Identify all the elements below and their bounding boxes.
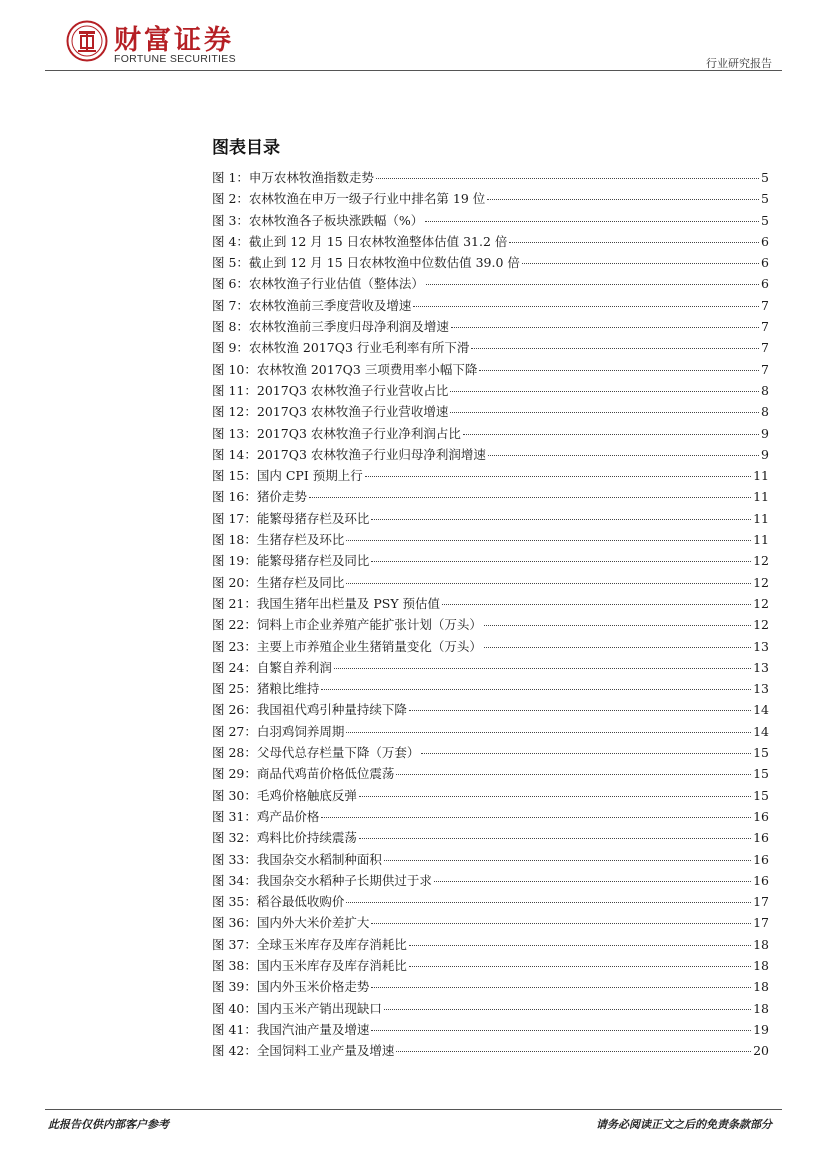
toc-entry-label: 图 11：2017Q3 农林牧渔子行业营收占比 bbox=[212, 382, 449, 398]
toc-entry[interactable] bbox=[212, 168, 769, 189]
toc-entry-label: 图 28：父母代总存栏量下降（万套） bbox=[212, 745, 420, 761]
toc-entry[interactable] bbox=[212, 317, 769, 338]
toc-entry-page: 9 bbox=[761, 425, 769, 441]
toc-entry-page: 11 bbox=[753, 489, 769, 505]
toc-entry[interactable] bbox=[212, 786, 769, 807]
toc-entry-page: 15 bbox=[753, 787, 769, 803]
toc-entry-label: 图 41：我国汽油产量及增速 bbox=[212, 1021, 370, 1037]
toc-entry-page: 11 bbox=[753, 468, 769, 484]
brand-name-en: FORTUNE SECURITIES bbox=[114, 53, 236, 65]
toc-dot-leader bbox=[450, 412, 759, 413]
toc-dot-leader bbox=[346, 583, 751, 584]
toc-entry-label: 图 23：主要上市养殖企业生猪销量变化（万头） bbox=[212, 638, 482, 654]
toc-entry-page: 7 bbox=[761, 319, 769, 335]
toc-entry[interactable] bbox=[212, 722, 769, 743]
toc-entry[interactable] bbox=[212, 615, 769, 636]
toc-entry[interactable] bbox=[212, 274, 769, 295]
toc-entry-label: 图 26：我国祖代鸡引种量持续下降 bbox=[212, 702, 407, 718]
toc-dot-leader bbox=[371, 1030, 751, 1031]
toc-dot-leader bbox=[522, 263, 759, 264]
toc-entry[interactable] bbox=[212, 253, 769, 274]
toc-dot-leader bbox=[488, 455, 759, 456]
toc-dot-leader bbox=[509, 242, 759, 243]
toc-entry-label: 图 5：截止到 12 月 15 日农林牧渔中位数估值 39.0 倍 bbox=[212, 255, 520, 271]
toc-entry-page: 12 bbox=[753, 595, 769, 611]
toc-entry-page: 16 bbox=[753, 851, 769, 867]
toc-entry-page: 18 bbox=[753, 936, 769, 952]
toc-entry[interactable] bbox=[212, 871, 769, 892]
toc-dot-leader bbox=[484, 625, 751, 626]
toc-dot-leader bbox=[384, 860, 751, 861]
toc-entry[interactable] bbox=[212, 466, 769, 487]
toc-entry-label: 图 19：能繁母猪存栏及同比 bbox=[212, 553, 370, 569]
toc-dot-leader bbox=[365, 476, 751, 477]
toc-entry[interactable] bbox=[212, 764, 769, 785]
toc-entry-page: 13 bbox=[753, 638, 769, 654]
toc-dot-leader bbox=[463, 434, 759, 435]
toc-entry[interactable] bbox=[212, 573, 769, 594]
toc-dot-leader bbox=[334, 668, 751, 669]
toc-entry-page: 17 bbox=[753, 894, 769, 910]
toc-dot-leader bbox=[321, 817, 751, 818]
toc-entry-label: 图 39：国内外玉米价格走势 bbox=[212, 979, 370, 995]
toc-dot-leader bbox=[359, 796, 751, 797]
toc-entry-page: 14 bbox=[753, 702, 769, 718]
toc-entry[interactable] bbox=[212, 551, 769, 572]
toc-dot-leader bbox=[371, 519, 751, 520]
toc-entry[interactable] bbox=[212, 700, 769, 721]
toc-entry-label: 图 4：截止到 12 月 15 日农林牧渔整体估值 31.2 倍 bbox=[212, 233, 508, 249]
toc-dot-leader bbox=[384, 1009, 751, 1010]
toc-entry[interactable] bbox=[212, 935, 769, 956]
toc-entry-label: 图 34：我国杂交水稻种子长期供过于求 bbox=[212, 872, 432, 888]
toc-dot-leader bbox=[434, 881, 751, 882]
toc-entry[interactable] bbox=[212, 850, 769, 871]
toc-entry[interactable] bbox=[212, 956, 769, 977]
toc-entry-label: 图 13：2017Q3 农林牧渔子行业净利润占比 bbox=[212, 425, 461, 441]
toc-dot-leader bbox=[371, 987, 751, 988]
toc-entry-page: 15 bbox=[753, 745, 769, 761]
toc-entry[interactable] bbox=[212, 828, 769, 849]
toc-entry-label: 图 32：鸡料比价持续震荡 bbox=[212, 830, 357, 846]
toc-entry-page: 12 bbox=[753, 617, 769, 633]
toc-dot-leader bbox=[346, 540, 751, 541]
footer-disclaimer-left: 此报告仅供内部客户参考 bbox=[48, 1118, 169, 1131]
toc-entry-page: 20 bbox=[753, 1043, 769, 1059]
report-type: 行业研究报告 bbox=[706, 57, 772, 70]
toc-entry[interactable] bbox=[212, 402, 769, 423]
toc-entry[interactable] bbox=[212, 211, 769, 232]
toc-dot-leader bbox=[451, 327, 759, 328]
toc-dot-leader bbox=[409, 966, 751, 967]
toc-entry[interactable] bbox=[212, 360, 769, 381]
footer-disclaimer-right: 请务必阅读正文之后的免责条款部分 bbox=[596, 1118, 772, 1131]
toc-entry-label: 图 1：申万农林牧渔指数走势 bbox=[212, 170, 374, 185]
toc-entry-label: 图 7：农林牧渔前三季度营收及增速 bbox=[212, 297, 412, 313]
toc-entry[interactable] bbox=[212, 807, 769, 828]
toc-entry-label: 图 27：白羽鸡饲养周期 bbox=[212, 723, 345, 739]
toc-entry-label: 图 2：农林牧渔在申万一级子行业中排名第 19 位 bbox=[212, 191, 486, 207]
toc-dot-leader bbox=[346, 732, 751, 733]
toc-entry-page: 6 bbox=[761, 255, 769, 271]
toc-entry[interactable] bbox=[212, 381, 769, 402]
toc-entry-label: 图 35：稻谷最低收购价 bbox=[212, 894, 345, 910]
toc-entry-page: 15 bbox=[753, 766, 769, 782]
toc-dot-leader bbox=[371, 923, 751, 924]
toc-entry[interactable] bbox=[212, 637, 769, 658]
toc-entry-label: 图 25：猪粮比维持 bbox=[212, 681, 320, 697]
toc-entry-page: 12 bbox=[753, 574, 769, 590]
toc-entry-page: 16 bbox=[753, 808, 769, 824]
toc-list bbox=[212, 168, 769, 1062]
toc-entry-page: 6 bbox=[761, 233, 769, 249]
toc-dot-leader bbox=[396, 774, 751, 775]
toc-dot-leader bbox=[479, 370, 759, 371]
toc-entry-label: 图 8：农林牧渔前三季度归母净利润及增速 bbox=[212, 319, 449, 335]
fortune-securities-logo-icon bbox=[66, 20, 108, 62]
toc-entry-label: 图 12：2017Q3 农林牧渔子行业营收增速 bbox=[212, 404, 449, 420]
toc-entry[interactable] bbox=[212, 658, 769, 679]
toc-entry-page: 9 bbox=[761, 446, 769, 462]
toc-entry-label: 图 16：猪价走势 bbox=[212, 489, 307, 505]
toc-entry-label: 图 9：农林牧渔 2017Q3 行业毛利率有所下滑 bbox=[212, 340, 470, 356]
toc-entry-page: 11 bbox=[753, 510, 769, 526]
toc-entry-label: 图 14：2017Q3 农林牧渔子行业归母净利润增速 bbox=[212, 446, 486, 462]
toc-entry-label: 图 33：我国杂交水稻制种面积 bbox=[212, 851, 382, 867]
toc-dot-leader bbox=[409, 710, 751, 711]
toc-dot-leader bbox=[409, 945, 751, 946]
toc-entry-label: 图 15：国内 CPI 预期上行 bbox=[212, 468, 363, 484]
toc-entry-label: 图 21：我国生猪年出栏量及 PSY 预估值 bbox=[212, 595, 441, 611]
toc-entry[interactable] bbox=[212, 338, 769, 359]
toc-entry-page: 17 bbox=[753, 915, 769, 931]
toc-entry[interactable] bbox=[212, 743, 769, 764]
toc-entry-page: 8 bbox=[761, 404, 769, 420]
toc-entry-page: 16 bbox=[753, 872, 769, 888]
toc-entry-page: 11 bbox=[753, 532, 769, 548]
toc-entry[interactable] bbox=[212, 679, 769, 700]
toc-entry-label: 图 17：能繁母猪存栏及环比 bbox=[212, 510, 370, 526]
toc-dot-leader bbox=[442, 604, 751, 605]
toc-entry-label: 图 38：国内玉米库存及库存消耗比 bbox=[212, 957, 407, 973]
toc-entry-label: 图 31：鸡产品价格 bbox=[212, 808, 320, 824]
toc-dot-leader bbox=[321, 689, 751, 690]
toc-dot-leader bbox=[359, 838, 751, 839]
toc-entry-page: 19 bbox=[753, 1021, 769, 1037]
toc-entry[interactable] bbox=[212, 445, 769, 466]
toc-dot-leader bbox=[376, 178, 759, 179]
toc-dot-leader bbox=[471, 348, 759, 349]
toc-entry-label: 图 40：国内玉米产销出现缺口 bbox=[212, 1000, 382, 1016]
toc-entry-label: 图 10：农林牧渔 2017Q3 三项费用率小幅下降 bbox=[212, 361, 478, 377]
toc-dot-leader bbox=[309, 497, 751, 498]
toc-entry[interactable] bbox=[212, 189, 769, 210]
brand-name-cn: 财富证券 bbox=[114, 25, 234, 56]
toc-entry-page: 5 bbox=[761, 170, 769, 185]
toc-entry-label: 图 20：生猪存栏及同比 bbox=[212, 574, 345, 590]
toc-entry-label: 图 18：生猪存栏及环比 bbox=[212, 532, 345, 548]
page-header bbox=[0, 0, 827, 80]
header-divider bbox=[45, 70, 782, 71]
toc-dot-leader bbox=[371, 561, 751, 562]
toc-entry[interactable] bbox=[212, 1041, 769, 1062]
toc-entry-page: 7 bbox=[761, 297, 769, 313]
toc-entry-label: 图 37：全球玉米库存及库存消耗比 bbox=[212, 936, 407, 952]
toc-entry-page: 7 bbox=[761, 340, 769, 356]
toc-entry-page: 13 bbox=[753, 681, 769, 697]
toc-entry[interactable] bbox=[212, 509, 769, 530]
toc-title: 图表目录 bbox=[212, 138, 280, 158]
toc-entry[interactable] bbox=[212, 999, 769, 1020]
toc-entry-page: 7 bbox=[761, 361, 769, 377]
toc-dot-leader bbox=[396, 1051, 751, 1052]
toc-entry[interactable] bbox=[212, 1020, 769, 1041]
toc-entry-label: 图 24：自繁自养利润 bbox=[212, 659, 332, 675]
toc-dot-leader bbox=[484, 647, 751, 648]
toc-entry-page: 18 bbox=[753, 957, 769, 973]
toc-dot-leader bbox=[425, 221, 759, 222]
toc-entry-page: 8 bbox=[761, 382, 769, 398]
toc-dot-leader bbox=[346, 902, 751, 903]
toc-entry-page: 5 bbox=[761, 191, 769, 207]
toc-dot-leader bbox=[487, 199, 759, 200]
toc-entry-page: 16 bbox=[753, 830, 769, 846]
toc-entry-label: 图 30：毛鸡价格触底反弹 bbox=[212, 787, 357, 803]
toc-entry-label: 图 3：农林牧渔各子板块涨跌幅（%） bbox=[212, 212, 424, 228]
toc-entry-page: 18 bbox=[753, 979, 769, 995]
toc-entry[interactable] bbox=[212, 913, 769, 934]
toc-entry-label: 图 36：国内外大米价差扩大 bbox=[212, 915, 370, 931]
toc-entry-label: 图 29：商品代鸡苗价格低位震荡 bbox=[212, 766, 395, 782]
toc-entry[interactable] bbox=[212, 977, 769, 998]
toc-dot-leader bbox=[413, 306, 759, 307]
toc-entry[interactable] bbox=[212, 232, 769, 253]
toc-entry[interactable] bbox=[212, 892, 769, 913]
toc-entry-page: 12 bbox=[753, 553, 769, 569]
toc-entry[interactable] bbox=[212, 594, 769, 615]
toc-dot-leader bbox=[450, 391, 759, 392]
toc-entry-label: 图 42：全国饲料工业产量及增速 bbox=[212, 1043, 395, 1059]
toc-entry-page: 6 bbox=[761, 276, 769, 292]
toc-entry[interactable] bbox=[212, 487, 769, 508]
toc-dot-leader bbox=[426, 284, 759, 285]
toc-entry[interactable] bbox=[212, 424, 769, 445]
toc-entry-page: 13 bbox=[753, 659, 769, 675]
toc-entry-label: 图 6：农林牧渔子行业估值（整体法） bbox=[212, 276, 424, 292]
toc-entry[interactable] bbox=[212, 530, 769, 551]
toc-entry-page: 18 bbox=[753, 1000, 769, 1016]
toc-entry-page: 14 bbox=[753, 723, 769, 739]
toc-dot-leader bbox=[421, 753, 751, 754]
toc-entry[interactable] bbox=[212, 296, 769, 317]
toc-entry-label: 图 22：饲料上市企业养殖产能扩张计划（万头） bbox=[212, 617, 482, 633]
toc-entry-page: 5 bbox=[761, 212, 769, 228]
footer-divider bbox=[45, 1109, 782, 1110]
